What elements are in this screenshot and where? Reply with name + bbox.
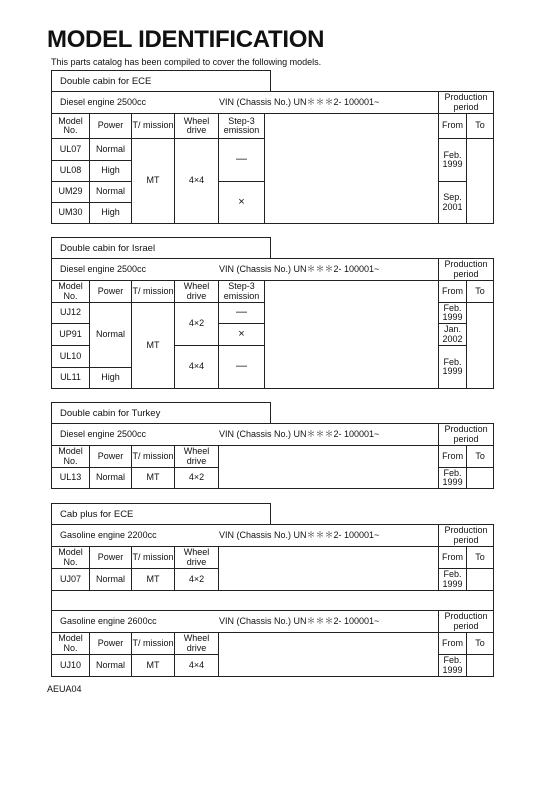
- from-cell: Feb. 1999: [439, 139, 467, 182]
- model-cell: UL13: [52, 468, 90, 489]
- engine-row: [52, 92, 439, 114]
- page-title: MODEL IDENTIFICATION: [47, 26, 325, 53]
- power-header: Power: [90, 281, 132, 303]
- vin-label: VIN (Chassis No.) UN＊＊＊2- 100001~: [219, 529, 380, 540]
- to-header: To: [467, 281, 494, 303]
- model-no-header: Model No.: [52, 547, 90, 569]
- power-cell: High: [90, 368, 132, 389]
- vin-label: VIN (Chassis No.) UN＊＊＊2- 100001~: [219, 428, 380, 439]
- model-no-header: Model No.: [52, 281, 90, 303]
- mission-cell: MT: [132, 655, 175, 677]
- to-header: To: [467, 547, 494, 569]
- model-cell: UJ07: [52, 569, 90, 591]
- power-header: Power: [90, 633, 132, 655]
- model-cell: UL11: [52, 368, 90, 389]
- from-header: From: [439, 114, 467, 139]
- model-cell: UJ12: [52, 303, 90, 324]
- to-cell: [467, 655, 494, 677]
- production-period-header: Production period: [439, 525, 494, 547]
- production-period-header: Production period: [439, 92, 494, 114]
- mission-header: T/ mission: [132, 547, 175, 569]
- to-header: To: [467, 446, 494, 468]
- intro-text: This parts catalog has been compiled to cover the following models.: [51, 57, 322, 67]
- wheel-drive-header: Wheel drive: [175, 446, 219, 468]
- power-cell: High: [90, 161, 132, 182]
- mission-header: T/ mission: [132, 281, 175, 303]
- drive-cell: 4×2: [175, 569, 219, 591]
- blank-cell: [265, 114, 439, 224]
- from-cell: Jan. 2002: [439, 324, 467, 346]
- to-cell: [467, 468, 494, 489]
- from-cell: Feb. 1999: [439, 346, 467, 389]
- section-tab: Double cabin for Turkey: [51, 402, 271, 424]
- page-footer-code: AEUA04: [47, 684, 82, 694]
- step3-cell: —: [219, 303, 265, 324]
- from-cell: Feb. 1999: [439, 468, 467, 489]
- production-period-header: Production period: [439, 611, 494, 633]
- engine-row: [52, 259, 439, 281]
- step3-cell: —: [219, 346, 265, 389]
- engine-label: Gasoline engine 2600cc: [60, 615, 157, 626]
- section-table: [51, 258, 494, 389]
- section-table: [51, 423, 494, 489]
- blank-cell: [219, 547, 439, 591]
- section-tab: Double cabin for ECE: [51, 70, 271, 92]
- model-no-header: Model No.: [52, 446, 90, 468]
- model-cell: UM30: [52, 203, 90, 224]
- engine-label: Diesel engine 2500cc: [60, 428, 147, 439]
- wheel-drive-header: Wheel drive: [175, 633, 219, 655]
- power-cell: Normal: [90, 569, 132, 591]
- drive-cell: 4×4: [175, 346, 219, 389]
- step3-header: Step-3 emission: [219, 114, 265, 139]
- blank-cell: [219, 633, 439, 677]
- from-header: From: [439, 446, 467, 468]
- from-header: From: [439, 547, 467, 569]
- to-cell: [467, 303, 494, 389]
- step3-cell: ×: [219, 324, 265, 346]
- mission-header: T/ mission: [132, 114, 175, 139]
- section-table: [51, 91, 494, 224]
- step3-cell: —: [219, 139, 265, 182]
- wheel-drive-header: Wheel drive: [175, 547, 219, 569]
- from-cell: Feb. 1999: [439, 655, 467, 677]
- power-header: Power: [90, 114, 132, 139]
- from-header: From: [439, 633, 467, 655]
- power-cell: High: [90, 203, 132, 224]
- to-cell: [467, 569, 494, 591]
- group-spacer: [52, 591, 494, 611]
- section-tab: Double cabin for Israel: [51, 237, 271, 259]
- power-cell: Normal: [90, 468, 132, 489]
- engine-label: Gasoline engine 2200cc: [60, 529, 157, 540]
- engine-row: [52, 424, 439, 446]
- from-cell: Sep. 2001: [439, 182, 467, 224]
- model-no-header: Model No.: [52, 114, 90, 139]
- model-cell: UP91: [52, 324, 90, 346]
- model-cell: UM29: [52, 182, 90, 203]
- section-tab: Cab plus for ECE: [51, 503, 271, 525]
- to-header: To: [467, 114, 494, 139]
- mission-header: T/ mission: [132, 446, 175, 468]
- engine-label: Diesel engine 2500cc: [60, 96, 147, 107]
- step3-cell: ×: [219, 182, 265, 224]
- mission-header: T/ mission: [132, 633, 175, 655]
- model-cell: UL10: [52, 346, 90, 368]
- drive-cell: 4×2: [175, 303, 219, 346]
- power-header: Power: [90, 446, 132, 468]
- from-cell: Feb. 1999: [439, 303, 467, 324]
- production-period-header: Production period: [439, 259, 494, 281]
- mission-cell: MT: [132, 139, 175, 224]
- blank-cell: [219, 446, 439, 489]
- vin-label: VIN (Chassis No.) UN＊＊＊2- 100001~: [219, 615, 380, 626]
- section-table: [51, 524, 494, 677]
- mission-cell: MT: [132, 468, 175, 489]
- engine-label: Diesel engine 2500cc: [60, 263, 147, 274]
- production-period-header: Production period: [439, 424, 494, 446]
- from-cell: Feb. 1999: [439, 569, 467, 591]
- to-header: To: [467, 633, 494, 655]
- vin-label: VIN (Chassis No.) UN＊＊＊2- 100001~: [219, 263, 380, 274]
- power-cell: Normal: [90, 655, 132, 677]
- power-header: Power: [90, 547, 132, 569]
- wheel-drive-header: Wheel drive: [175, 114, 219, 139]
- engine-row: [52, 525, 439, 547]
- power-cell: Normal: [90, 182, 132, 203]
- from-header: From: [439, 281, 467, 303]
- drive-cell: 4×4: [175, 655, 219, 677]
- model-cell: UL07: [52, 139, 90, 161]
- drive-cell: 4×4: [175, 139, 219, 224]
- engine-row: [52, 611, 439, 633]
- model-cell: UL08: [52, 161, 90, 182]
- step3-header: Step-3 emission: [219, 281, 265, 303]
- model-cell: UJ10: [52, 655, 90, 677]
- power-cell: Normal: [90, 139, 132, 161]
- power-cell: Normal: [90, 303, 132, 368]
- drive-cell: 4×2: [175, 468, 219, 489]
- wheel-drive-header: Wheel drive: [175, 281, 219, 303]
- model-no-header: Model No.: [52, 633, 90, 655]
- to-cell: [467, 139, 494, 224]
- vin-label: VIN (Chassis No.) UN＊＊＊2- 100001~: [219, 96, 380, 107]
- blank-cell: [265, 281, 439, 389]
- mission-cell: MT: [132, 569, 175, 591]
- mission-cell: MT: [132, 303, 175, 389]
